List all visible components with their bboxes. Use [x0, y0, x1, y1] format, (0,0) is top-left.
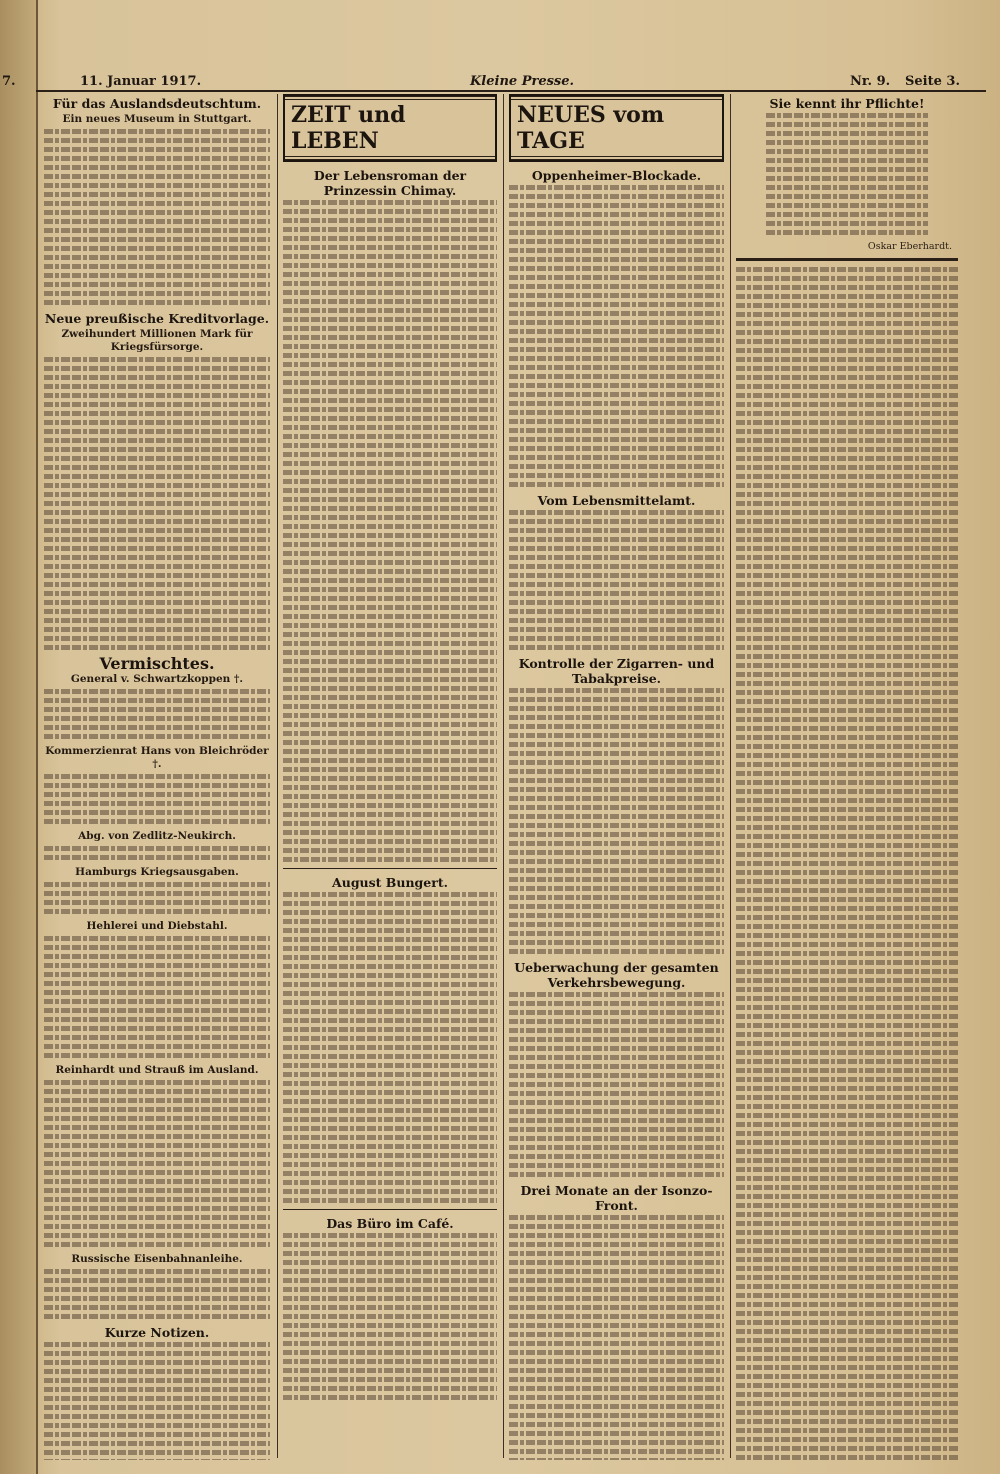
subheadline: Reinhardt und Strauß im Ausland.	[55, 1064, 259, 1076]
headline: Der Lebensroman der Prinzessin Chimay.	[313, 168, 467, 198]
article-body	[736, 267, 958, 1460]
article-body	[44, 129, 270, 305]
column-1	[44, 92, 270, 1460]
poem-signature: Oskar Eberhardt.	[867, 241, 952, 252]
divider	[736, 258, 958, 261]
article-body	[44, 1342, 270, 1460]
headline: August Bungert.	[332, 875, 448, 890]
issue-number: Nr. 9.	[850, 74, 891, 89]
article-body	[509, 688, 724, 954]
article-body	[44, 882, 270, 914]
article-body	[44, 846, 270, 860]
poem-body	[736, 113, 958, 235]
column-rule	[503, 94, 504, 1458]
column-2	[283, 92, 497, 1460]
subheadline: Hehlerei und Diebstahl.	[86, 920, 228, 932]
subheadline: Abg. von Zedlitz-Neukirch.	[78, 830, 236, 842]
article-body	[44, 1080, 270, 1247]
article-body	[44, 936, 270, 1058]
page-number: Seite 3.	[905, 74, 960, 89]
article-body	[44, 1269, 270, 1319]
subheadline: Zweihundert Millionen Mark für Kriegsfürsorge.	[61, 328, 253, 353]
headline: Neue preußische Kreditvorlage.	[44, 311, 270, 326]
article-body	[509, 992, 724, 1177]
subheadline: General v. Schwartzkoppen †.	[70, 673, 244, 685]
column-4	[736, 92, 958, 1460]
article-body	[283, 892, 497, 1203]
article-body	[44, 357, 270, 650]
article-body	[44, 774, 270, 824]
headline: Ueberwachung der gesamten Verkehrsbewegung.	[514, 960, 719, 990]
article-body	[509, 510, 724, 650]
subheadline: Ein neues Museum in Stuttgart.	[62, 113, 252, 125]
previous-page-edge	[0, 0, 38, 1474]
poem-title: Sie kennt ihr Pflichte!	[769, 96, 925, 111]
divider	[283, 1209, 497, 1210]
column-rule	[277, 94, 278, 1458]
subheadline: Russische Eisenbahnanleihe.	[71, 1253, 243, 1265]
headline: Oppenheimer-Blockade.	[531, 168, 702, 183]
section-headline: Vermischtes.	[99, 654, 215, 673]
article-body	[509, 1215, 724, 1460]
headline: Drei Monate an der Isonzo-Front.	[520, 1183, 713, 1213]
zeit-und-leben-logo: ZEIT und LEBEN	[283, 94, 497, 162]
subheadline: Kommerzienrat Hans von Bleichröder †.	[45, 745, 269, 770]
article-body	[283, 1233, 497, 1400]
page-edge-number: 7.	[2, 74, 16, 89]
divider	[283, 868, 497, 869]
issue-date: 11. Januar 1917.	[80, 74, 202, 89]
headline: Vom Lebensmittelamt.	[537, 493, 696, 508]
paper-name: Kleine Presse.	[470, 74, 575, 89]
column-rule	[730, 94, 731, 1458]
subheadline: Hamburgs Kriegsausgaben.	[75, 866, 239, 878]
headline: Für das Auslandsdeutschtum.	[52, 96, 262, 111]
neues-vom-tage-logo: NEUES vom TAGE	[509, 94, 724, 162]
headline: Das Büro im Café.	[326, 1216, 454, 1231]
article-body	[283, 200, 497, 862]
article-body	[509, 185, 724, 487]
headline: Kurze Notizen.	[104, 1325, 210, 1340]
article-body	[44, 689, 270, 739]
column-3	[509, 92, 724, 1460]
headline: Kontrolle der Zigarren- und Tabakpreise.	[518, 656, 715, 686]
